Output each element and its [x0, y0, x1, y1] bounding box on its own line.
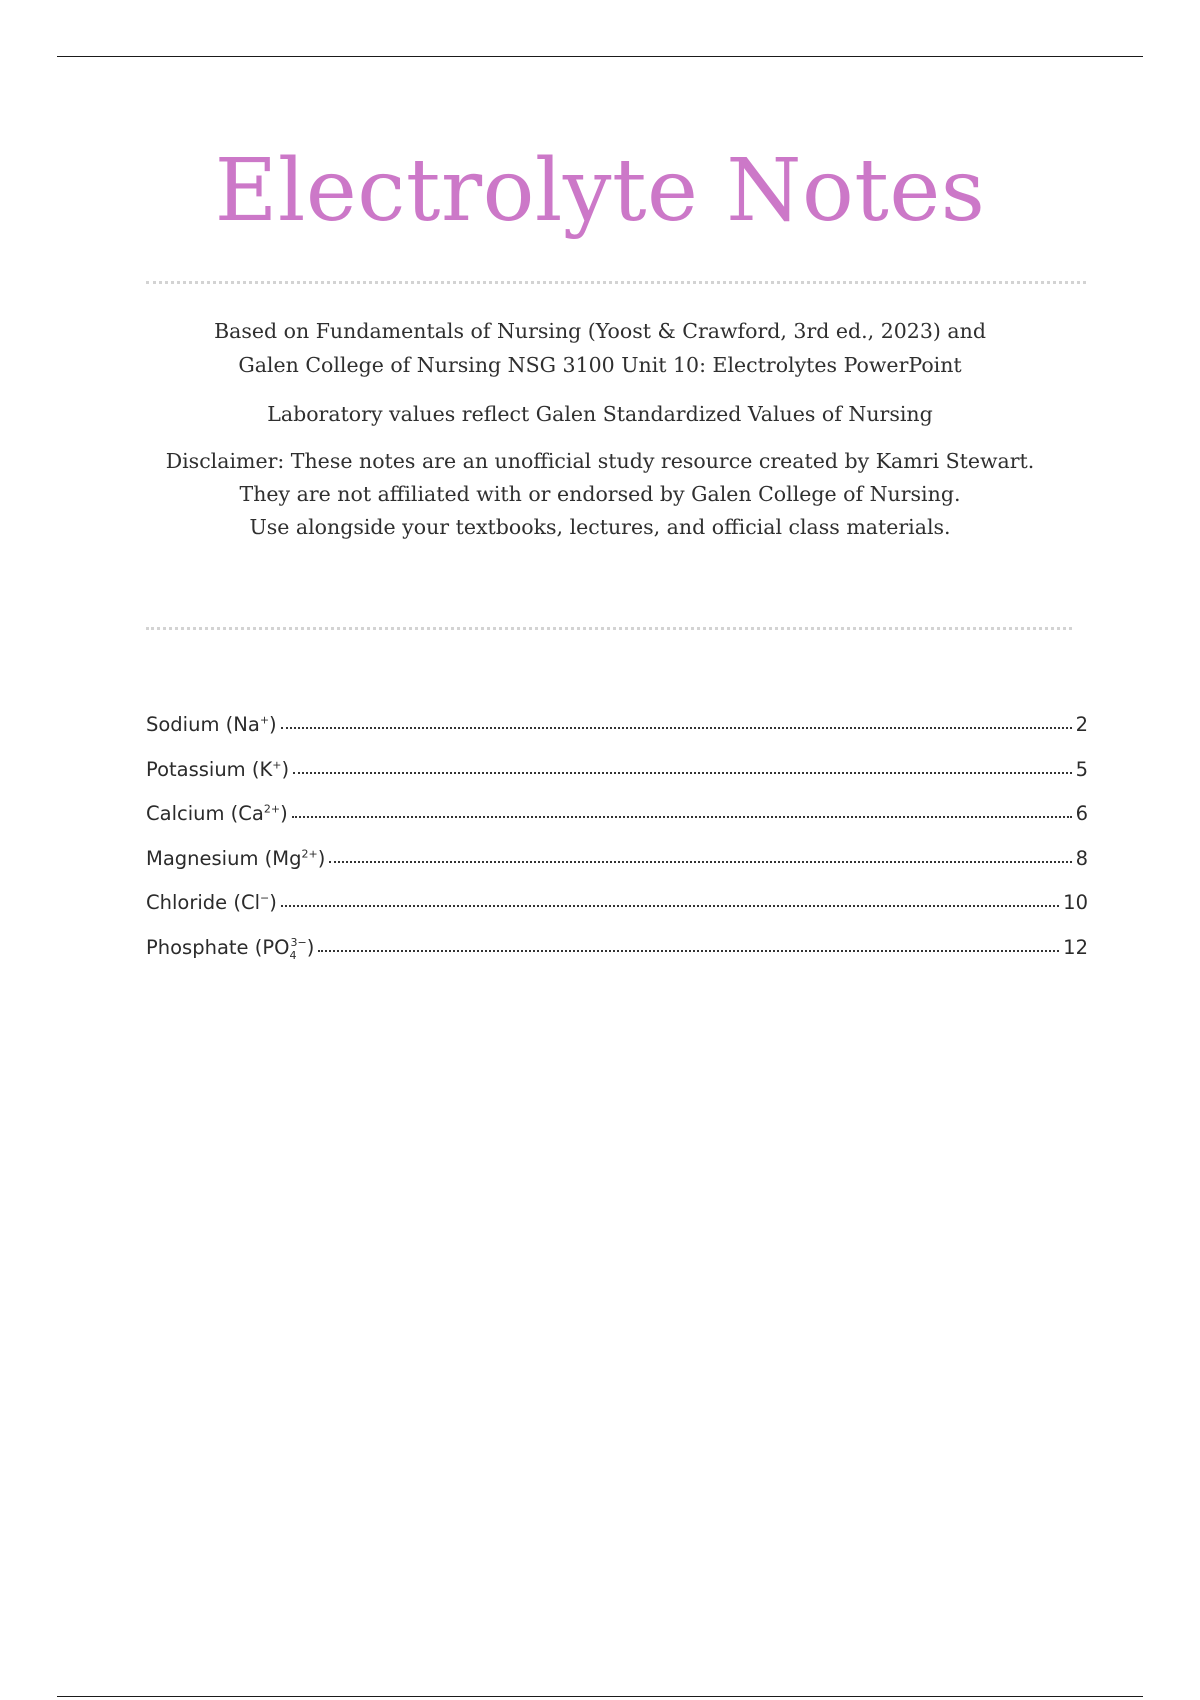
- disclaimer-line-1: Disclaimer: These notes are an unofficial study resource created by Kamri Stewart.: [165, 449, 1035, 473]
- toc-entry-label: Calcium $(Ca^{2+})$: [146, 802, 288, 825]
- toc-entry-chloride[interactable]: [146, 891, 1088, 936]
- source-line-2: Galen College of Nursing NSG 3100 Unit 10: Electrolytes PowerPoint: [238, 353, 962, 377]
- toc-entry-potassium[interactable]: [146, 758, 1088, 803]
- source-line-1: Based on Fundamentals of Nursing (Yoost & Crawford, 3rd ed., 2023) and: [214, 319, 986, 343]
- disclaimer-line-2: They are not affiliated with or endorsed by Galen College of Nursing.: [239, 482, 961, 506]
- lab-values-note: [100, 397, 1100, 431]
- toc-entry-label: Phosphate $(PO_4^{3-})$: [146, 935, 315, 962]
- toc-page-number: 12: [1063, 935, 1088, 959]
- lab-values-line: Laboratory values reflect Galen Standardized Values of Nursing: [267, 402, 933, 426]
- toc-entry-label: Potassium (K+): [146, 757, 290, 781]
- page-title: Electrolyte Notes: [214, 141, 986, 241]
- toc-page-number: 10: [1063, 891, 1088, 914]
- toc-entry-magnesium[interactable]: [146, 847, 1088, 892]
- toc-entry-label: Chloride (Cl−): [146, 891, 277, 914]
- toc-dot-leader: [281, 905, 1059, 907]
- source-citation: [100, 314, 1100, 382]
- toc-page-number: 8: [1075, 846, 1088, 870]
- toc-dot-leader: [281, 727, 1072, 729]
- table-of-contents: [146, 713, 1088, 980]
- toc-entry-sodium[interactable]: [146, 713, 1088, 758]
- toc-page-number: 5: [1075, 757, 1088, 781]
- toc-entry-label: Magnesium $(Mg^{2+})$: [146, 846, 326, 870]
- toc-entry-calcium[interactable]: [146, 802, 1088, 847]
- toc-dot-leader: [292, 816, 1072, 818]
- disclaimer: [100, 445, 1100, 544]
- bottom-rule: [57, 1696, 1143, 1697]
- toc-dot-leader: [293, 772, 1071, 774]
- toc-dot-leader: [329, 861, 1071, 863]
- toc-entry-label: Sodium (Na+): [146, 713, 277, 736]
- toc-page-number: 2: [1075, 713, 1088, 736]
- dotted-divider-bottom: [146, 627, 1072, 630]
- disclaimer-line-3: Use alongside your textbooks, lectures, and official class materials.: [249, 515, 951, 539]
- top-rule: [57, 56, 1143, 57]
- toc-dot-leader: [318, 950, 1059, 952]
- toc-entry-phosphate[interactable]: [146, 936, 1088, 981]
- toc-page-number: 6: [1075, 802, 1088, 825]
- dotted-divider-top: [146, 281, 1086, 284]
